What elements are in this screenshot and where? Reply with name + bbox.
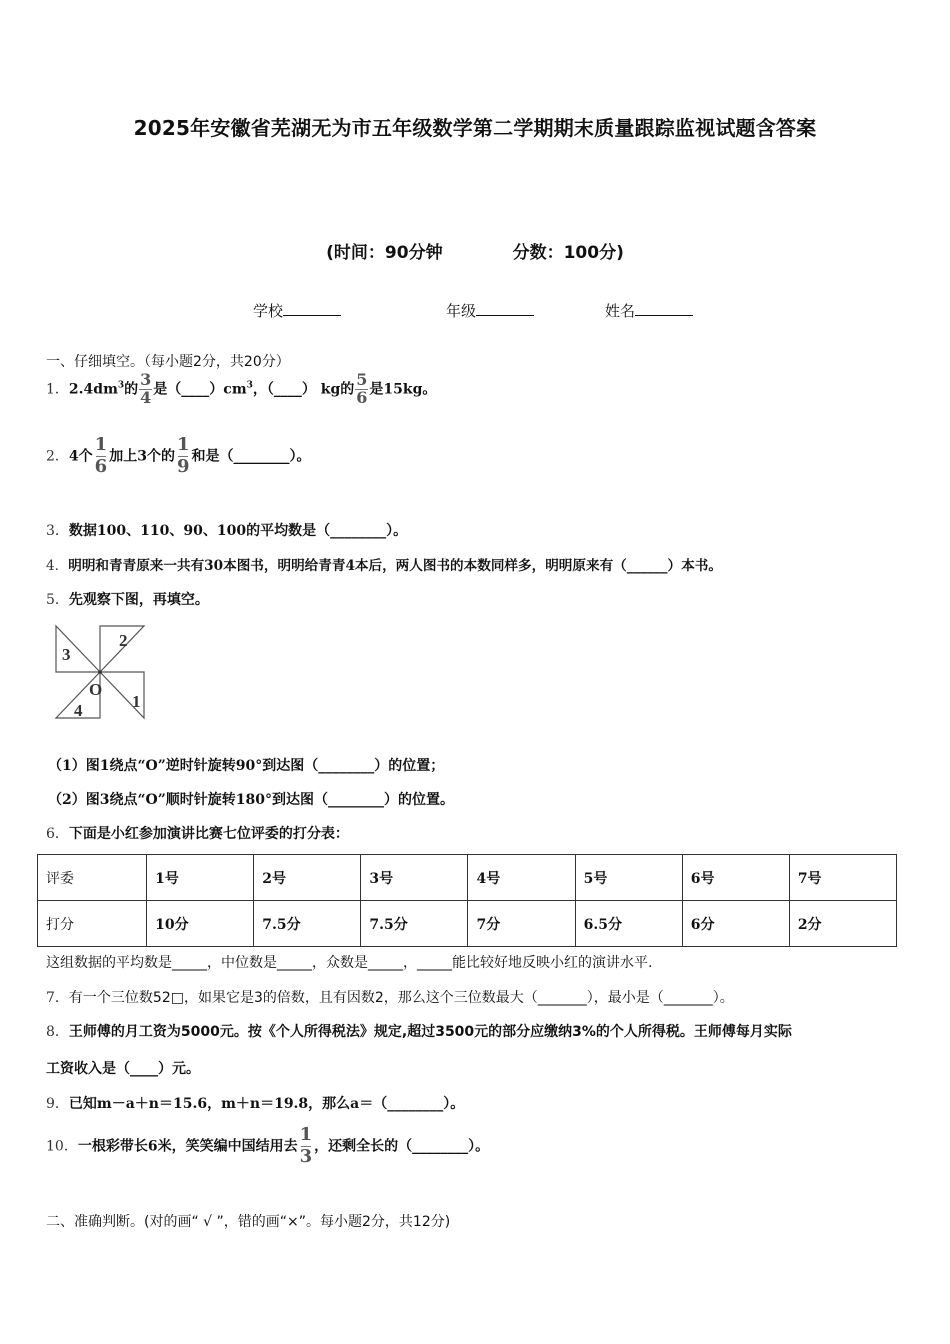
table-cell: 6号 xyxy=(682,855,789,901)
table-cell: 7.5分 xyxy=(361,901,468,947)
triangle-3-label: 3 xyxy=(62,645,71,664)
grade-label: 年级 xyxy=(446,302,477,320)
rotation-diagram xyxy=(54,624,150,722)
table-cell: 2号 xyxy=(254,855,361,901)
name-field xyxy=(605,300,693,321)
q6-text: 下面是小红参加演讲比赛七位评委的打分表： xyxy=(68,826,349,842)
question-number: 7． xyxy=(46,990,69,1006)
table-cell: 2分 xyxy=(789,901,896,947)
row-header: 打分 xyxy=(38,901,147,947)
table-row xyxy=(38,855,897,901)
question-number: 4． xyxy=(46,558,69,574)
q4-text: 明明和青青原来一共有30本图书，明明给青青4本后，两人图书的本数同样多，明明原来有（______）本书。 xyxy=(68,558,722,574)
table-cell: 6分 xyxy=(682,901,789,947)
question-9 xyxy=(46,1093,464,1113)
table-cell: 7.5分 xyxy=(254,901,361,947)
time-limit: (时间：90分钟 xyxy=(326,243,443,263)
q1-sup: 3 xyxy=(117,380,125,391)
fraction-1-6 xyxy=(94,436,109,477)
q9-text: 已知m－a＋n＝15.6，m＋n＝19.8，那么a＝（________）。 xyxy=(68,1096,465,1112)
grade-field xyxy=(446,300,534,321)
name-blank[interactable] xyxy=(635,302,693,316)
table-cell: 6.5分 xyxy=(575,901,682,947)
question-number: 5． xyxy=(46,592,69,608)
exam-meta xyxy=(0,238,950,263)
question-5-part-2: （2）图3绕点“O”顺时针旋转180°到达图（________）的位置。 xyxy=(48,792,455,808)
fraction-numerator: 1 xyxy=(176,434,190,455)
table-cell: 7分 xyxy=(468,901,575,947)
center-point-label: O xyxy=(89,680,103,699)
q1-sup: 3 xyxy=(246,380,253,391)
triangle-4-label: 4 xyxy=(74,701,83,720)
triangle-1-label: 1 xyxy=(132,692,141,711)
question-number: 2． xyxy=(46,448,69,465)
table-cell: 4号 xyxy=(468,855,575,901)
q1-text: 是（____）cm xyxy=(153,381,247,398)
table-cell: 5号 xyxy=(575,855,682,901)
section1-heading: 一、仔细填空。（每小题2分，共20分） xyxy=(46,354,290,370)
fraction-1-3 xyxy=(299,1126,314,1167)
fraction-denominator: 6 xyxy=(94,455,108,477)
pinwheel-figure xyxy=(54,624,150,726)
fraction-denominator: 9 xyxy=(176,455,190,477)
table-cell: 1号 xyxy=(147,855,254,901)
fraction-denominator: 4 xyxy=(140,387,152,407)
section2-heading: 二、准确判断。(对的画“ √ ”，错的画“×”。每小题2分，共12分) xyxy=(46,1214,451,1230)
q2-text: 4个 xyxy=(68,448,93,465)
question-5-part-1: （1）图1绕点“O”逆时针旋转90°到达图（________）的位置； xyxy=(48,758,445,774)
table-cell: 3号 xyxy=(361,855,468,901)
question-number: 8． xyxy=(46,1024,69,1040)
question-number: 10． xyxy=(46,1138,78,1155)
fraction-1-9 xyxy=(176,436,191,477)
question-6-followup: 这组数据的平均数是_____，中位数是_____，众数是_____，_____能比较好地反映小红的演讲水平. xyxy=(46,955,653,971)
name-label: 姓名 xyxy=(605,302,636,320)
fraction-numerator: 5 xyxy=(356,370,368,389)
score-table xyxy=(37,854,897,947)
fraction-denominator: 6 xyxy=(356,387,368,407)
school-label: 学校 xyxy=(253,302,284,320)
q8-text: 王师傅的月工资为5000元。按《个人所得税法》规定,超过3500元的部分应缴纳3%的个人所得税。王师傅每月实际 xyxy=(68,1024,792,1040)
q3-text: 数据100、110、90、100的平均数是（________）。 xyxy=(68,523,408,539)
question-number: 9． xyxy=(46,1096,69,1112)
fraction-denominator: 3 xyxy=(299,1145,313,1167)
school-blank[interactable] xyxy=(283,302,341,316)
question-number: 6． xyxy=(46,826,69,842)
q2-text: 加上3个的 xyxy=(109,448,175,465)
q1-text: 2.4dm xyxy=(68,381,118,398)
table-cell: 10分 xyxy=(147,901,254,947)
school-field xyxy=(253,300,341,321)
q2-text: 和是（________）。 xyxy=(191,448,311,465)
table-row xyxy=(38,901,897,947)
question-number: 3． xyxy=(46,523,69,539)
q10-text: 一根彩带长6米，笑笑编中国结用去 xyxy=(77,1138,298,1155)
question-1 xyxy=(46,372,436,407)
question-3 xyxy=(46,520,407,540)
q10-text: ，还剩全长的（________）。 xyxy=(314,1138,490,1155)
question-10 xyxy=(46,1126,489,1167)
question-5 xyxy=(46,589,209,609)
document-title: 2025年安徽省芜湖无为市五年级数学第二学期期末质量跟踪监视试题含答案 xyxy=(133,116,817,140)
fraction-3-4 xyxy=(139,372,152,407)
triangle-2-label: 2 xyxy=(119,631,128,650)
q5-text: 先观察下图，再填空。 xyxy=(68,592,209,608)
question-4 xyxy=(46,554,722,574)
row-header: 评委 xyxy=(38,855,147,901)
table-cell: 7号 xyxy=(789,855,896,901)
fraction-numerator: 1 xyxy=(94,434,108,455)
question-6 xyxy=(46,823,349,843)
question-8 xyxy=(46,1021,792,1041)
fraction-5-6 xyxy=(355,372,368,407)
q1-text: ，（____） kg的 xyxy=(252,381,355,398)
question-7 xyxy=(46,987,734,1007)
question-number: 1． xyxy=(46,381,69,398)
question-2 xyxy=(46,436,310,477)
total-score: 分数：100分) xyxy=(512,243,624,263)
fraction-numerator: 1 xyxy=(299,1124,313,1145)
question-8-line-2: 工资收入是（____）元。 xyxy=(46,1061,200,1077)
q1-text: 的 xyxy=(124,381,139,398)
q7-text: 有一个三位数52□，如果它是3的倍数，且有因数2，那么这个三位数最大（_______），最小是（_______）。 xyxy=(68,990,734,1006)
grade-blank[interactable] xyxy=(476,302,534,316)
q1-text: 是15kg。 xyxy=(369,381,437,398)
fraction-numerator: 3 xyxy=(140,370,152,389)
